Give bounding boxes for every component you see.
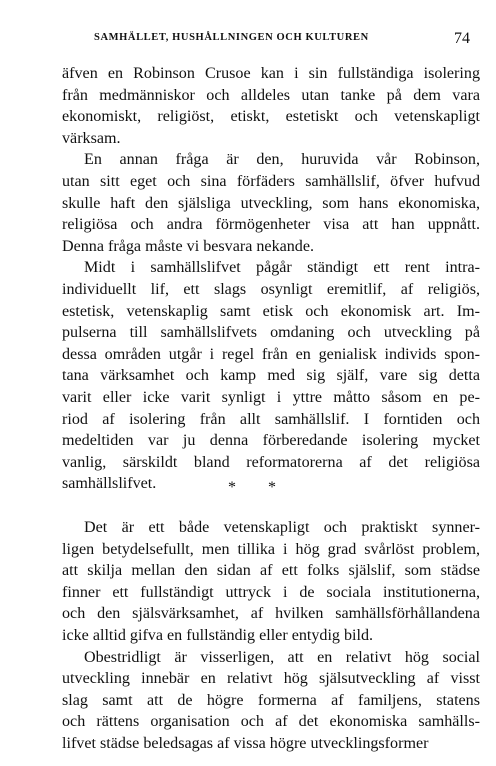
paragraph	[62, 149, 480, 257]
paragraph	[62, 63, 480, 149]
text-line: Denna fråga måste vi besvara nekande.	[62, 237, 315, 255]
text-line: slag samt att de högre formerna af familjens, statens	[62, 691, 480, 709]
text-line: ekonomiskt, religiöst, etiskt, estetiskt och vetenskapligt	[62, 108, 480, 126]
text-line: dessa områden utgår i regel från en genialisk individs spon-	[62, 345, 480, 363]
paragraph	[62, 257, 480, 495]
text-line: varit eller icke varit synligt i yttre måtto såsom en pe-	[62, 388, 480, 406]
text-line: ligen betydelsefullt, men tillika i hög grad svårlöst problem,	[62, 540, 480, 558]
text-line: lifvet städse beledsagas af vissa högre utvecklingsformer	[62, 734, 429, 752]
section-break-asterisk: *	[228, 479, 236, 496]
text-line: utan sitt eget och sina förfäders samhällslif, öfver hufvud	[62, 172, 480, 190]
section-break-asterisk: *	[268, 479, 276, 496]
text-block-before-break	[62, 63, 480, 495]
text-line: individuellt lif, ett slags osynligt eremitlif, af religiös,	[62, 280, 480, 298]
text-line: utveckling innebär en relativt hög själsutveckling af visst	[62, 670, 480, 688]
text-line: vanlig, särskildt bland reformatorerna af det religiösa	[62, 453, 480, 471]
text-line: icke alltid gifva en fullständig eller entydig bild.	[62, 626, 374, 644]
section-break	[228, 478, 288, 498]
text-line: Det är ett både vetenskapligt och praktiskt synner-	[84, 519, 480, 536]
text-line: samhällslifvet.	[62, 475, 157, 493]
paragraph	[62, 647, 480, 755]
running-title: SAMHÄLLET, HUSHÅLLNINGEN OCH KULTUREN	[94, 32, 369, 43]
text-line: att skilja mellan den sidan af ett folks själslif, som städse	[62, 562, 480, 580]
running-header	[94, 30, 474, 50]
text-line: värksam.	[62, 129, 121, 147]
text-line: finner ett fullständigt uttryck i de sociala institutionerna,	[62, 583, 480, 601]
text-line: Midt i samhällslifvet pågår ständigt ett rent intra-	[84, 259, 480, 277]
text-line: riod af isolering från allt samhällslif. I forntiden och	[62, 410, 480, 428]
text-line: äfven en Robinson Crusoe kan i sin fullständiga isolering	[62, 65, 480, 82]
text-line: skulle haft den själsliga utveckling, som hans ekonomiska,	[62, 194, 480, 212]
text-line: estetisk, vetenskaplig samt etisk och ekonomisk art. Im-	[62, 302, 480, 320]
text-block-after-break	[62, 517, 480, 755]
text-line: pulserna till samhällslifvets omdaning och utveckling på	[62, 324, 480, 342]
paragraph	[62, 517, 480, 647]
page-number: 74	[454, 30, 470, 47]
text-line: och rättens organisation och af det ekonomiska samhälls-	[62, 713, 480, 731]
text-line: och den själsvärksamhet, af hvilken samhällsförhållandena	[62, 605, 480, 623]
text-line: En annan fråga är den, huruvida vår Robinson,	[84, 151, 480, 169]
text-line: tana värksamhet och kamp med sig själf, vare sig detta	[62, 367, 480, 385]
text-line: religiösa och andra förmögenheter visa att han uppnått.	[62, 216, 480, 234]
text-line: från medmänniskor och alldeles utan tanke på dem vara	[62, 86, 480, 104]
text-line: medeltiden var ju denna förberedande isolering mycket	[62, 432, 480, 450]
text-line: Obestridligt är visserligen, att en relativt hög social	[84, 648, 480, 666]
